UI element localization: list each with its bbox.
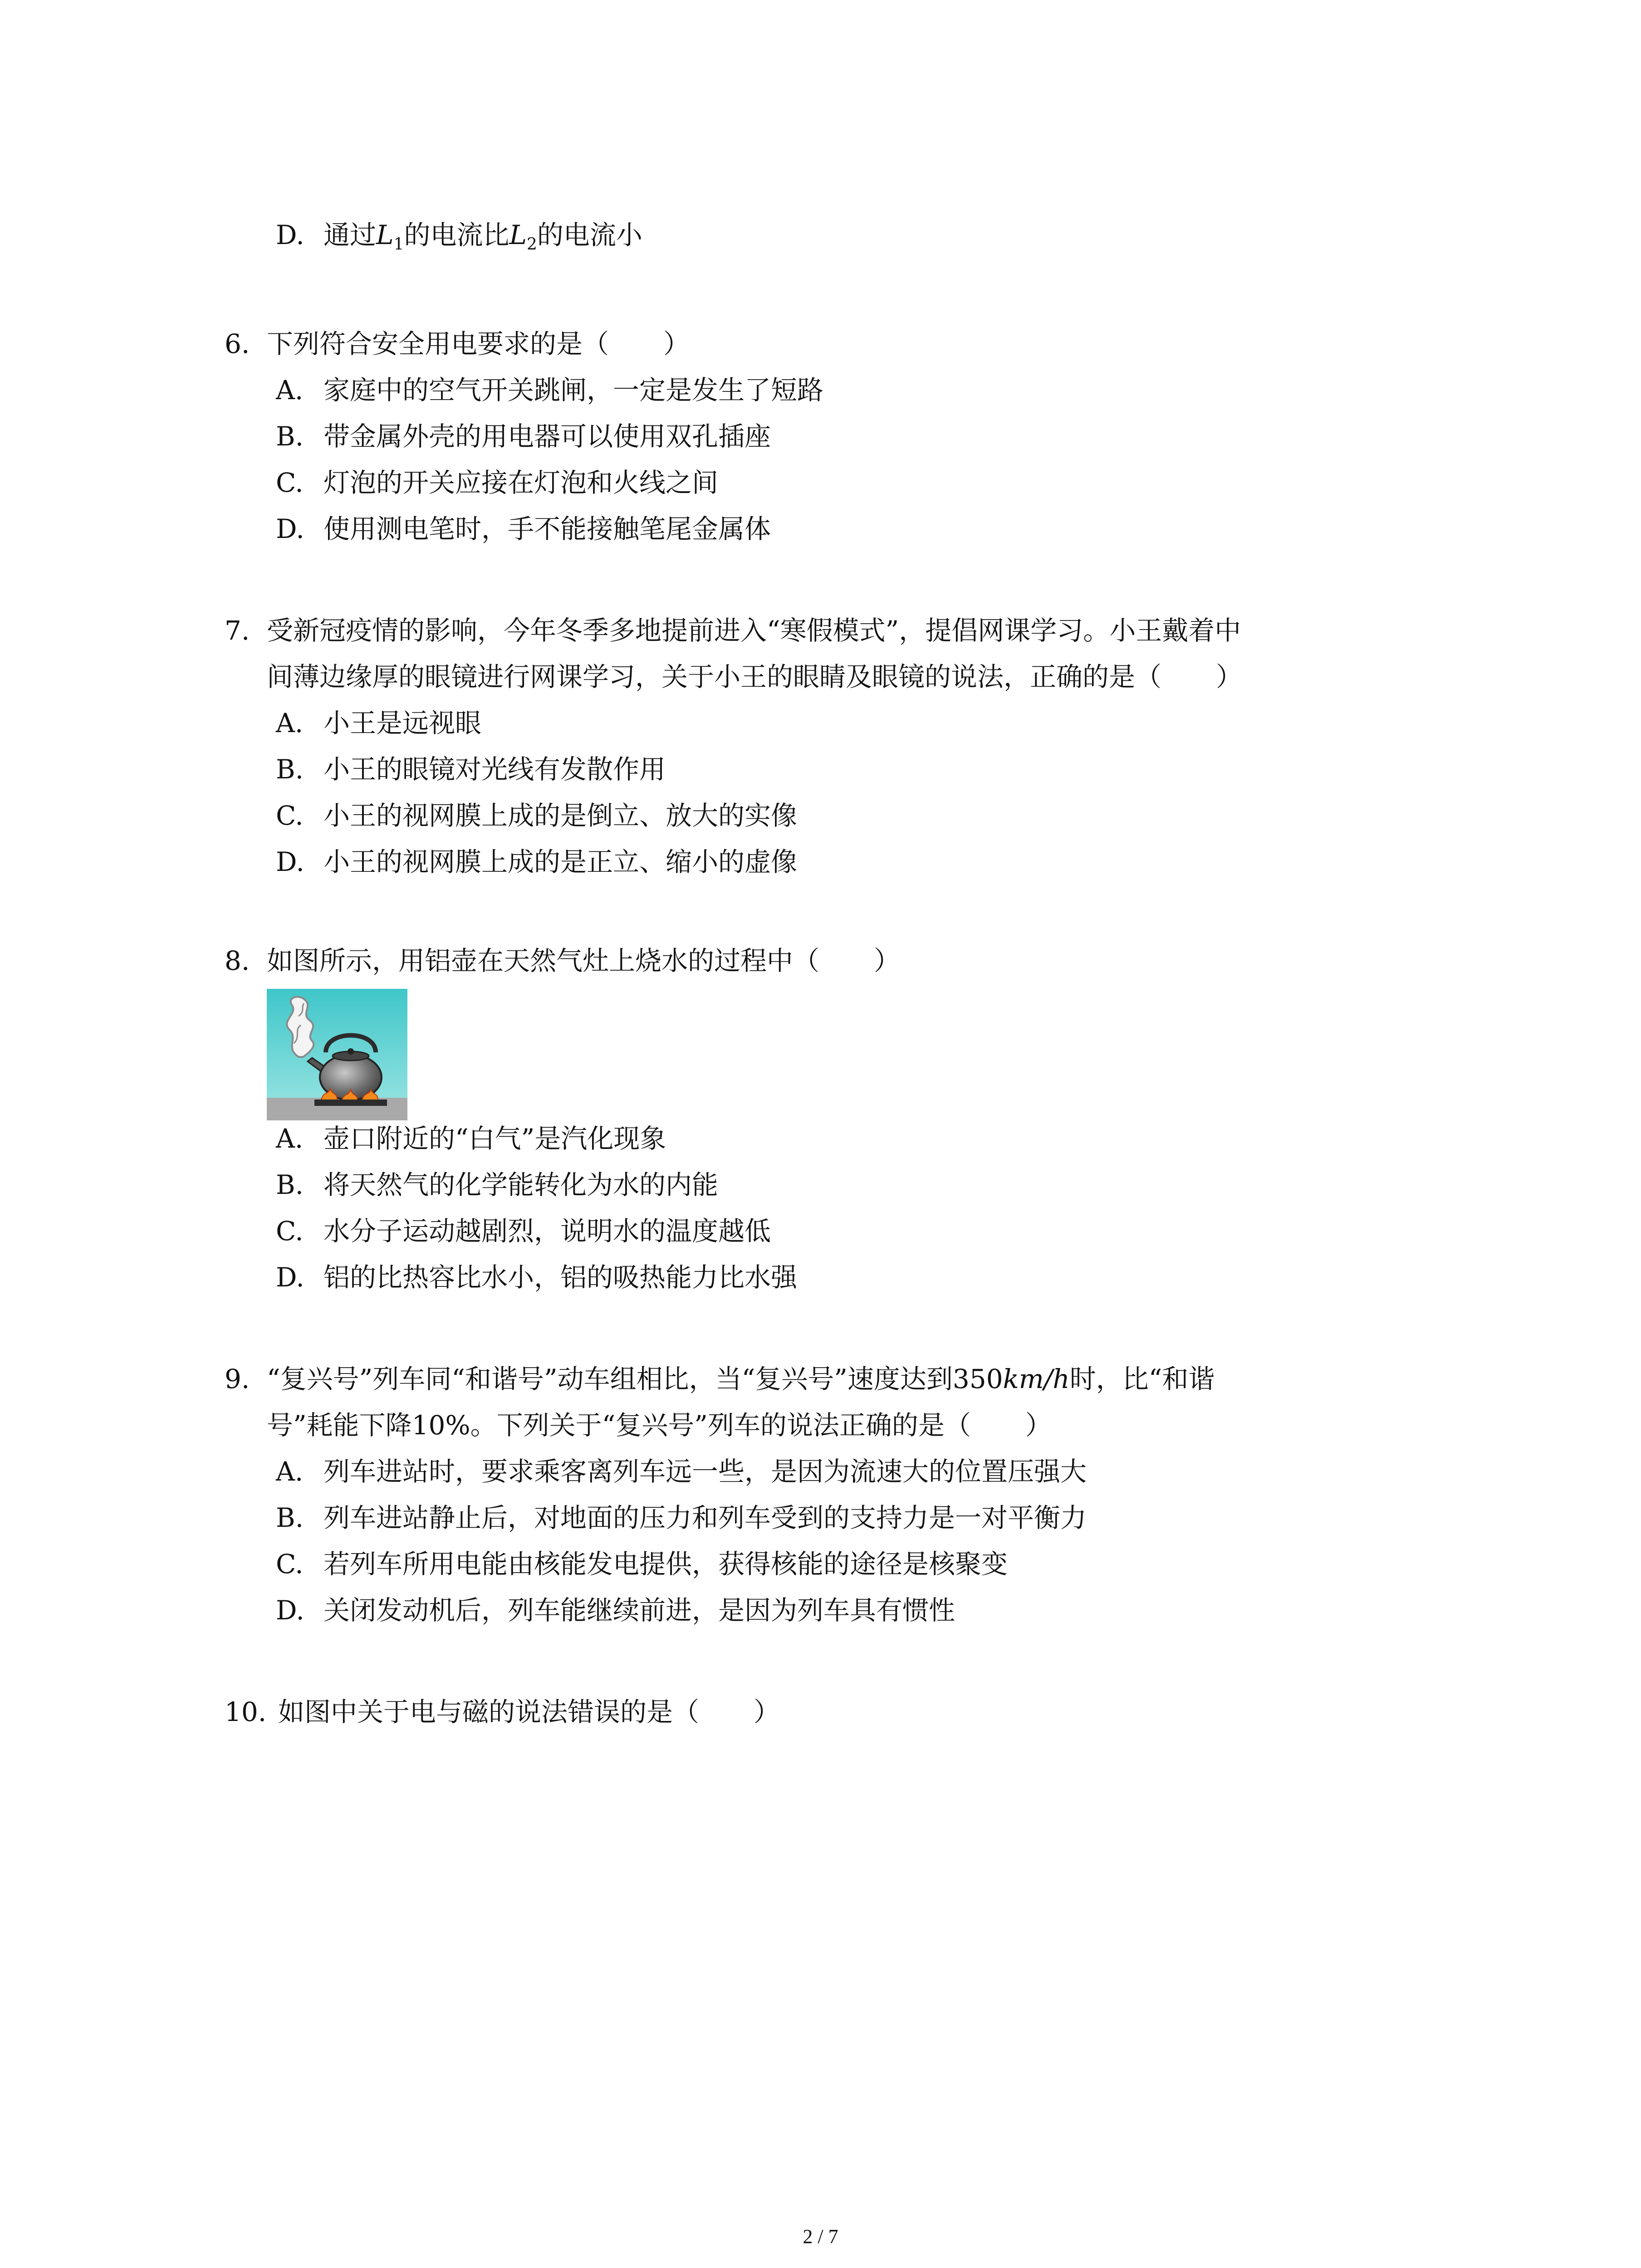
q8-option-d-letter: D. <box>276 1262 304 1293</box>
q7-stem-text-1: 受新冠疫情的影响，今年冬季多地提前进入“寒假模式”，提倡网课学习。小王戴着中 <box>267 615 1241 646</box>
q8-option-b-letter: B. <box>276 1169 304 1200</box>
q9-stem-line-1 <box>225 1361 1215 1397</box>
q7-option-d <box>276 844 797 880</box>
q7-option-a-text: 小王是远视眼 <box>323 708 482 738</box>
q6-option-d <box>276 511 771 547</box>
q9-option-c-text: 若列车所用电能由核能发电提供，获得核能的途径是核聚变 <box>323 1549 1008 1579</box>
q9-stem-text-1a: “复兴号”列车同“和谐号”动车组相比，当“复兴号”速度达到 <box>267 1364 953 1394</box>
q8-option-d <box>276 1259 797 1295</box>
q7-option-b <box>276 751 666 787</box>
q7-option-d-text: 小王的视网膜上成的是正立、缩小的虚像 <box>323 846 798 877</box>
q5-sub-1: 1 <box>393 235 404 254</box>
q9-stem-text-1b: 时，比“和谐 <box>1069 1364 1215 1394</box>
q8-option-a-text: 壶口附近的“白气”是汽化现象 <box>323 1123 666 1154</box>
q7-stem-line-1 <box>225 612 1241 649</box>
q5-option-d-text-2: 的电流比 <box>404 220 509 250</box>
q6-option-a-text: 家庭中的空气开关跳闸，一定是发生了短路 <box>323 375 824 406</box>
q9-option-a <box>276 1453 1087 1490</box>
q6-option-b <box>276 418 771 455</box>
q9-stem-text-2a: 号”耗能下降 <box>267 1410 412 1441</box>
q9-option-d <box>276 1592 955 1628</box>
q6-stem-end: ） <box>663 328 690 359</box>
q8-stem-text: 如图所示，用铝壶在天然气灶上烧水的过程中（ <box>267 945 820 976</box>
gas-burner <box>314 1100 387 1106</box>
q6-option-a <box>276 372 823 408</box>
q6-stem-text: 下列符合安全用电要求的是（ <box>267 328 609 359</box>
q9-percent: 10% <box>411 1410 470 1441</box>
q7-option-c-letter: C. <box>276 800 304 831</box>
q8-option-c <box>276 1213 771 1249</box>
q6-option-d-letter: D. <box>276 513 304 544</box>
q5-var-l1: L <box>376 220 394 250</box>
q9-speed-unit: km/h <box>1003 1364 1070 1394</box>
q8-number: 8. <box>225 945 250 976</box>
kettle-on-stove-image <box>267 989 407 1120</box>
q5-option-d-letter: D. <box>276 220 304 250</box>
q9-stem-text-2b: 。下列关于“复兴号”列车的说法正确的是（ <box>470 1410 971 1441</box>
q9-option-c <box>276 1546 1008 1582</box>
q9-option-a-letter: A. <box>276 1456 304 1487</box>
q8-option-d-text: 铝的比热容比水小，铝的吸热能力比水强 <box>323 1262 798 1293</box>
q6-option-b-text: 带金属外壳的用电器可以使用双孔插座 <box>323 421 771 452</box>
q7-option-c-text: 小王的视网膜上成的是倒立、放大的实像 <box>323 800 798 831</box>
q10-stem <box>225 1694 780 1730</box>
q5-option-d-text-3: 的电流小 <box>537 220 642 250</box>
q6-option-b-letter: B. <box>276 421 304 452</box>
kettle-knob <box>348 1048 354 1055</box>
q6-number: 6. <box>225 328 250 359</box>
q8-option-a-letter: A. <box>276 1123 304 1154</box>
q9-option-a-text: 列车进站时，要求乘客离列车远一些，是因为流速大的位置压强大 <box>323 1456 1087 1487</box>
q5-option-d <box>276 217 642 263</box>
q6-option-a-letter: A. <box>276 375 304 406</box>
q7-option-d-letter: D. <box>276 846 304 877</box>
q8-option-c-text: 水分子运动越剧烈，说明水的温度越低 <box>323 1216 771 1246</box>
q6-option-c-letter: C. <box>276 467 304 498</box>
q7-number: 7. <box>225 615 250 646</box>
q7-stem-end: ） <box>1216 661 1243 692</box>
q8-option-a <box>276 1120 666 1157</box>
q5-sub-2: 2 <box>526 235 537 254</box>
q9-stem-line-2 <box>267 1407 1052 1443</box>
q9-option-b <box>276 1500 1087 1536</box>
q7-stem-line-2 <box>267 659 1242 695</box>
q9-speed-value: 350 <box>952 1364 1003 1394</box>
q8-stem <box>225 943 900 979</box>
q9-option-b-text: 列车进站静止后，对地面的压力和列车受到的支持力是一对平衡力 <box>323 1502 1087 1533</box>
q8-option-b-text: 将天然气的化学能转化为水的内能 <box>323 1169 719 1200</box>
q7-option-a <box>276 705 481 741</box>
q9-number: 9. <box>225 1364 250 1394</box>
q10-stem-end: ） <box>754 1696 780 1727</box>
q6-option-c-text: 灯泡的开关应接在灯泡和火线之间 <box>323 467 719 498</box>
q9-option-d-text: 关闭发动机后，列车能继续前进，是因为列车具有惯性 <box>323 1595 955 1626</box>
q8-option-b <box>276 1167 718 1203</box>
q9-stem-end: ） <box>1025 1410 1052 1441</box>
page-number: 2 / 7 <box>803 2225 838 2248</box>
q6-option-d-text: 使用测电笔时，手不能接触笔尾金属体 <box>323 513 771 544</box>
q7-option-a-letter: A. <box>276 708 304 738</box>
q10-number: 10. <box>225 1696 267 1727</box>
q10-stem-text: 如图中关于电与磁的说法错误的是（ <box>278 1696 700 1727</box>
q7-option-b-text: 小王的眼镜对光线有发散作用 <box>323 754 666 785</box>
q5-var-l2: L <box>509 220 527 250</box>
q7-stem-text-2: 间薄边缘厚的眼镜进行网课学习，关于小王的眼睛及眼镜的说法，正确的是（ <box>267 661 1162 692</box>
q8-stem-end: ） <box>874 945 901 976</box>
q6-option-c <box>276 464 718 501</box>
q9-option-d-letter: D. <box>276 1595 304 1626</box>
q7-option-c <box>276 797 797 834</box>
q9-option-b-letter: B. <box>276 1502 304 1533</box>
q8-option-c-letter: C. <box>276 1216 304 1246</box>
q9-option-c-letter: C. <box>276 1549 304 1579</box>
q5-option-d-text-1: 通过 <box>323 220 377 250</box>
q6-stem <box>225 326 690 362</box>
q7-option-b-letter: B. <box>276 754 304 785</box>
